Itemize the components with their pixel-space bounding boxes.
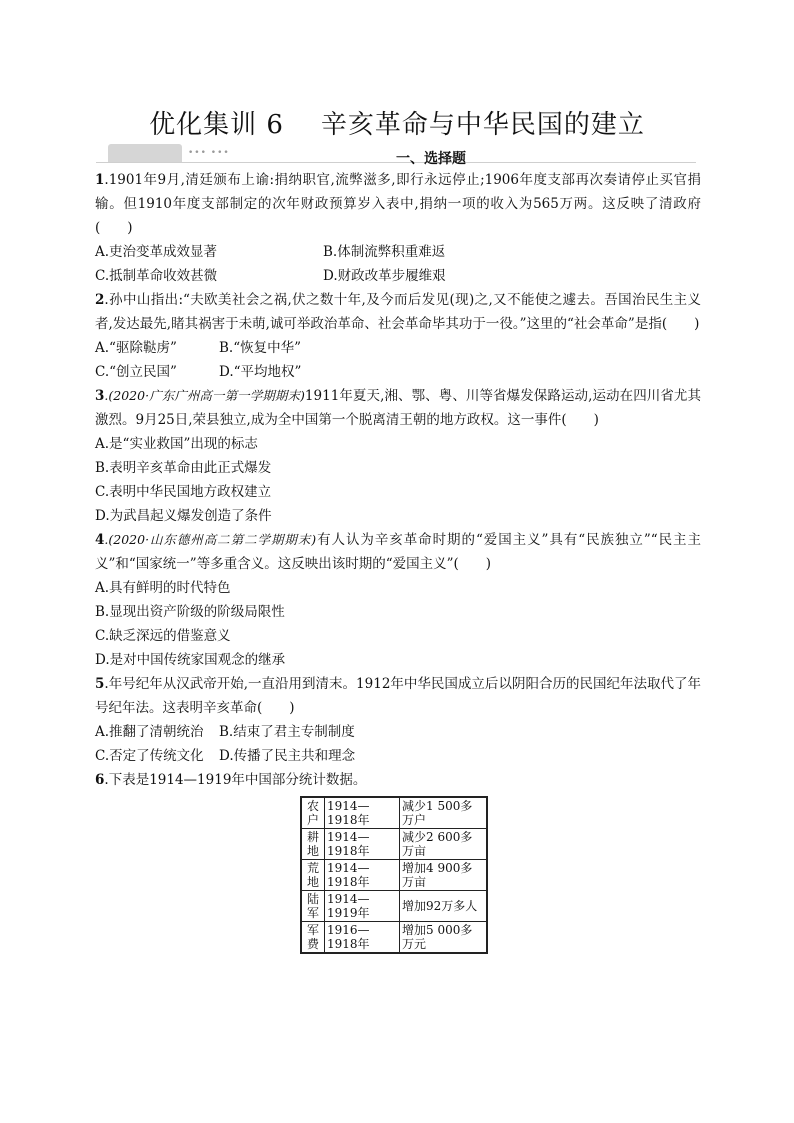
table-cell: 增加4 900多万亩 — [400, 860, 488, 891]
table-cell: 1916—1918年 — [325, 922, 400, 954]
table-cell: 1914—1918年 — [325, 860, 400, 891]
table-cell: 农户 — [301, 797, 325, 829]
option-a[interactable]: A.推翻了清朝统治 — [95, 724, 204, 740]
table-row — [301, 797, 487, 829]
table-row — [301, 860, 487, 891]
option-row — [95, 240, 701, 264]
option-d[interactable]: D.财政改革步履维艰 — [323, 268, 446, 284]
table-cell: 陆军 — [301, 891, 325, 922]
option-b[interactable]: B.表明辛亥革命由此正式爆发 — [95, 460, 272, 476]
option-row — [95, 744, 701, 768]
option-b[interactable]: B.体制流弊积重难返 — [323, 244, 446, 260]
table-row — [301, 829, 487, 860]
banner-tab — [108, 144, 182, 162]
table-cell: 增加92万多人 — [400, 891, 488, 922]
question-number: 4 — [95, 532, 105, 548]
question-number: 2 — [95, 292, 105, 308]
option-row — [95, 336, 701, 360]
section-heading: 一、选择题 — [396, 151, 466, 167]
question-list — [95, 168, 701, 954]
table-row — [301, 891, 487, 922]
question-6 — [95, 768, 701, 792]
banner-dots: ••• ••• — [188, 148, 230, 158]
question-text: 有人认为辛亥革命时期的“爱国主义”具有“民族独立”“民主主义”和“国家统一”等多重含义。这反映出该时期的“爱国主义”( ) — [95, 532, 701, 572]
option-d[interactable]: D.“平均地权” — [219, 364, 302, 380]
question-number: 6 — [95, 772, 105, 788]
question-number: 1 — [95, 172, 105, 188]
table-cell: 军费 — [301, 922, 325, 954]
table-cell: 耕地 — [301, 829, 325, 860]
table-cell: 1914—1918年 — [325, 829, 400, 860]
option-c[interactable]: C.缺乏深远的借鉴意义 — [95, 628, 231, 644]
table-row — [301, 922, 487, 954]
option-d[interactable]: D.是对中国传统家国观念的继承 — [95, 652, 286, 668]
question-1 — [95, 168, 701, 240]
option-d[interactable]: D.传播了民主共和理念 — [219, 748, 356, 764]
option-row — [95, 360, 701, 384]
option-a[interactable]: A.具有鲜明的时代特色 — [95, 580, 231, 596]
question-number: 5 — [95, 676, 105, 692]
table-cell: 1914—1918年 — [325, 797, 400, 829]
table-cell: 减少1 500多万户 — [400, 797, 488, 829]
option-row — [95, 720, 701, 744]
question-text: .年号纪年从汉武帝开始,一直沿用到清末。1912年中华民国成立后以阴阳合历的民国纪年法取代了年号纪年法。这表明辛亥革命( ) — [95, 676, 701, 716]
question-4 — [95, 528, 701, 576]
option-row — [95, 264, 701, 288]
statistics-table — [300, 796, 488, 954]
question-text: .下表是1914—1919年中国部分统计数据。 — [104, 772, 367, 788]
option-c[interactable]: C.否定了传统文化 — [95, 748, 204, 764]
option-d[interactable]: D.为武昌起义爆发创造了条件 — [95, 508, 272, 524]
option-c[interactable]: C.抵制革命收效甚微 — [95, 268, 218, 284]
question-5 — [95, 672, 701, 720]
option-c[interactable]: C.“创立民国” — [95, 364, 177, 380]
question-3 — [95, 384, 701, 432]
option-a[interactable]: A.“驱除鞑虏” — [95, 340, 177, 356]
option-a[interactable]: A.吏治变革成效显著 — [95, 244, 218, 260]
question-2 — [95, 288, 701, 336]
option-a[interactable]: A.是“实业救国”出现的标志 — [95, 436, 258, 452]
question-source: .(2020·广东广州高一第一学期期末) — [104, 388, 305, 403]
option-c[interactable]: C.表明中华民国地方政权建立 — [95, 484, 272, 500]
page-title: 优化集训 6 辛亥革命与中华民国的建立 — [149, 110, 645, 140]
table-cell: 减少2 600多万亩 — [400, 829, 488, 860]
question-text: 1911年夏天,湘、鄂、粤、川等省爆发保路运动,运动在四川省尤其激烈。9月25日,荣县独立,成为全中国第一个脱离清王朝的地方政权。这一事件( ) — [95, 388, 701, 428]
question-source: .(2020·山东德州高二第二学期期末) — [104, 532, 317, 547]
option-b[interactable]: B.显现出资产阶级的阶级局限性 — [95, 604, 285, 620]
question-text: .1901年9月,清廷颁布上谕:捐纳职官,流弊滋多,即行永远停止;1906年度支部再次奏请停止买官捐输。但1910年度支部制定的次年财政预算岁入表中,捐纳一项的收入为565万两。这反映了清政府( ) — [95, 172, 701, 236]
table-cell: 1914—1919年 — [325, 891, 400, 922]
table-cell: 增加5 000多万元 — [400, 922, 488, 954]
question-number: 3 — [95, 388, 105, 404]
question-text: .孙中山指出:“夫欧美社会之祸,伏之数十年,及今而后发见(现)之,又不能使之遽去。吾国治民生主义者,发达最先,睹其祸害于未萌,诚可举政治革命、社会革命毕其功于一役。”这里的“社会革命”是指( ) — [95, 292, 701, 332]
option-b[interactable]: B.结束了君主专制制度 — [219, 724, 355, 740]
table-cell: 荒地 — [301, 860, 325, 891]
option-b[interactable]: B.“恢复中华” — [219, 340, 302, 356]
